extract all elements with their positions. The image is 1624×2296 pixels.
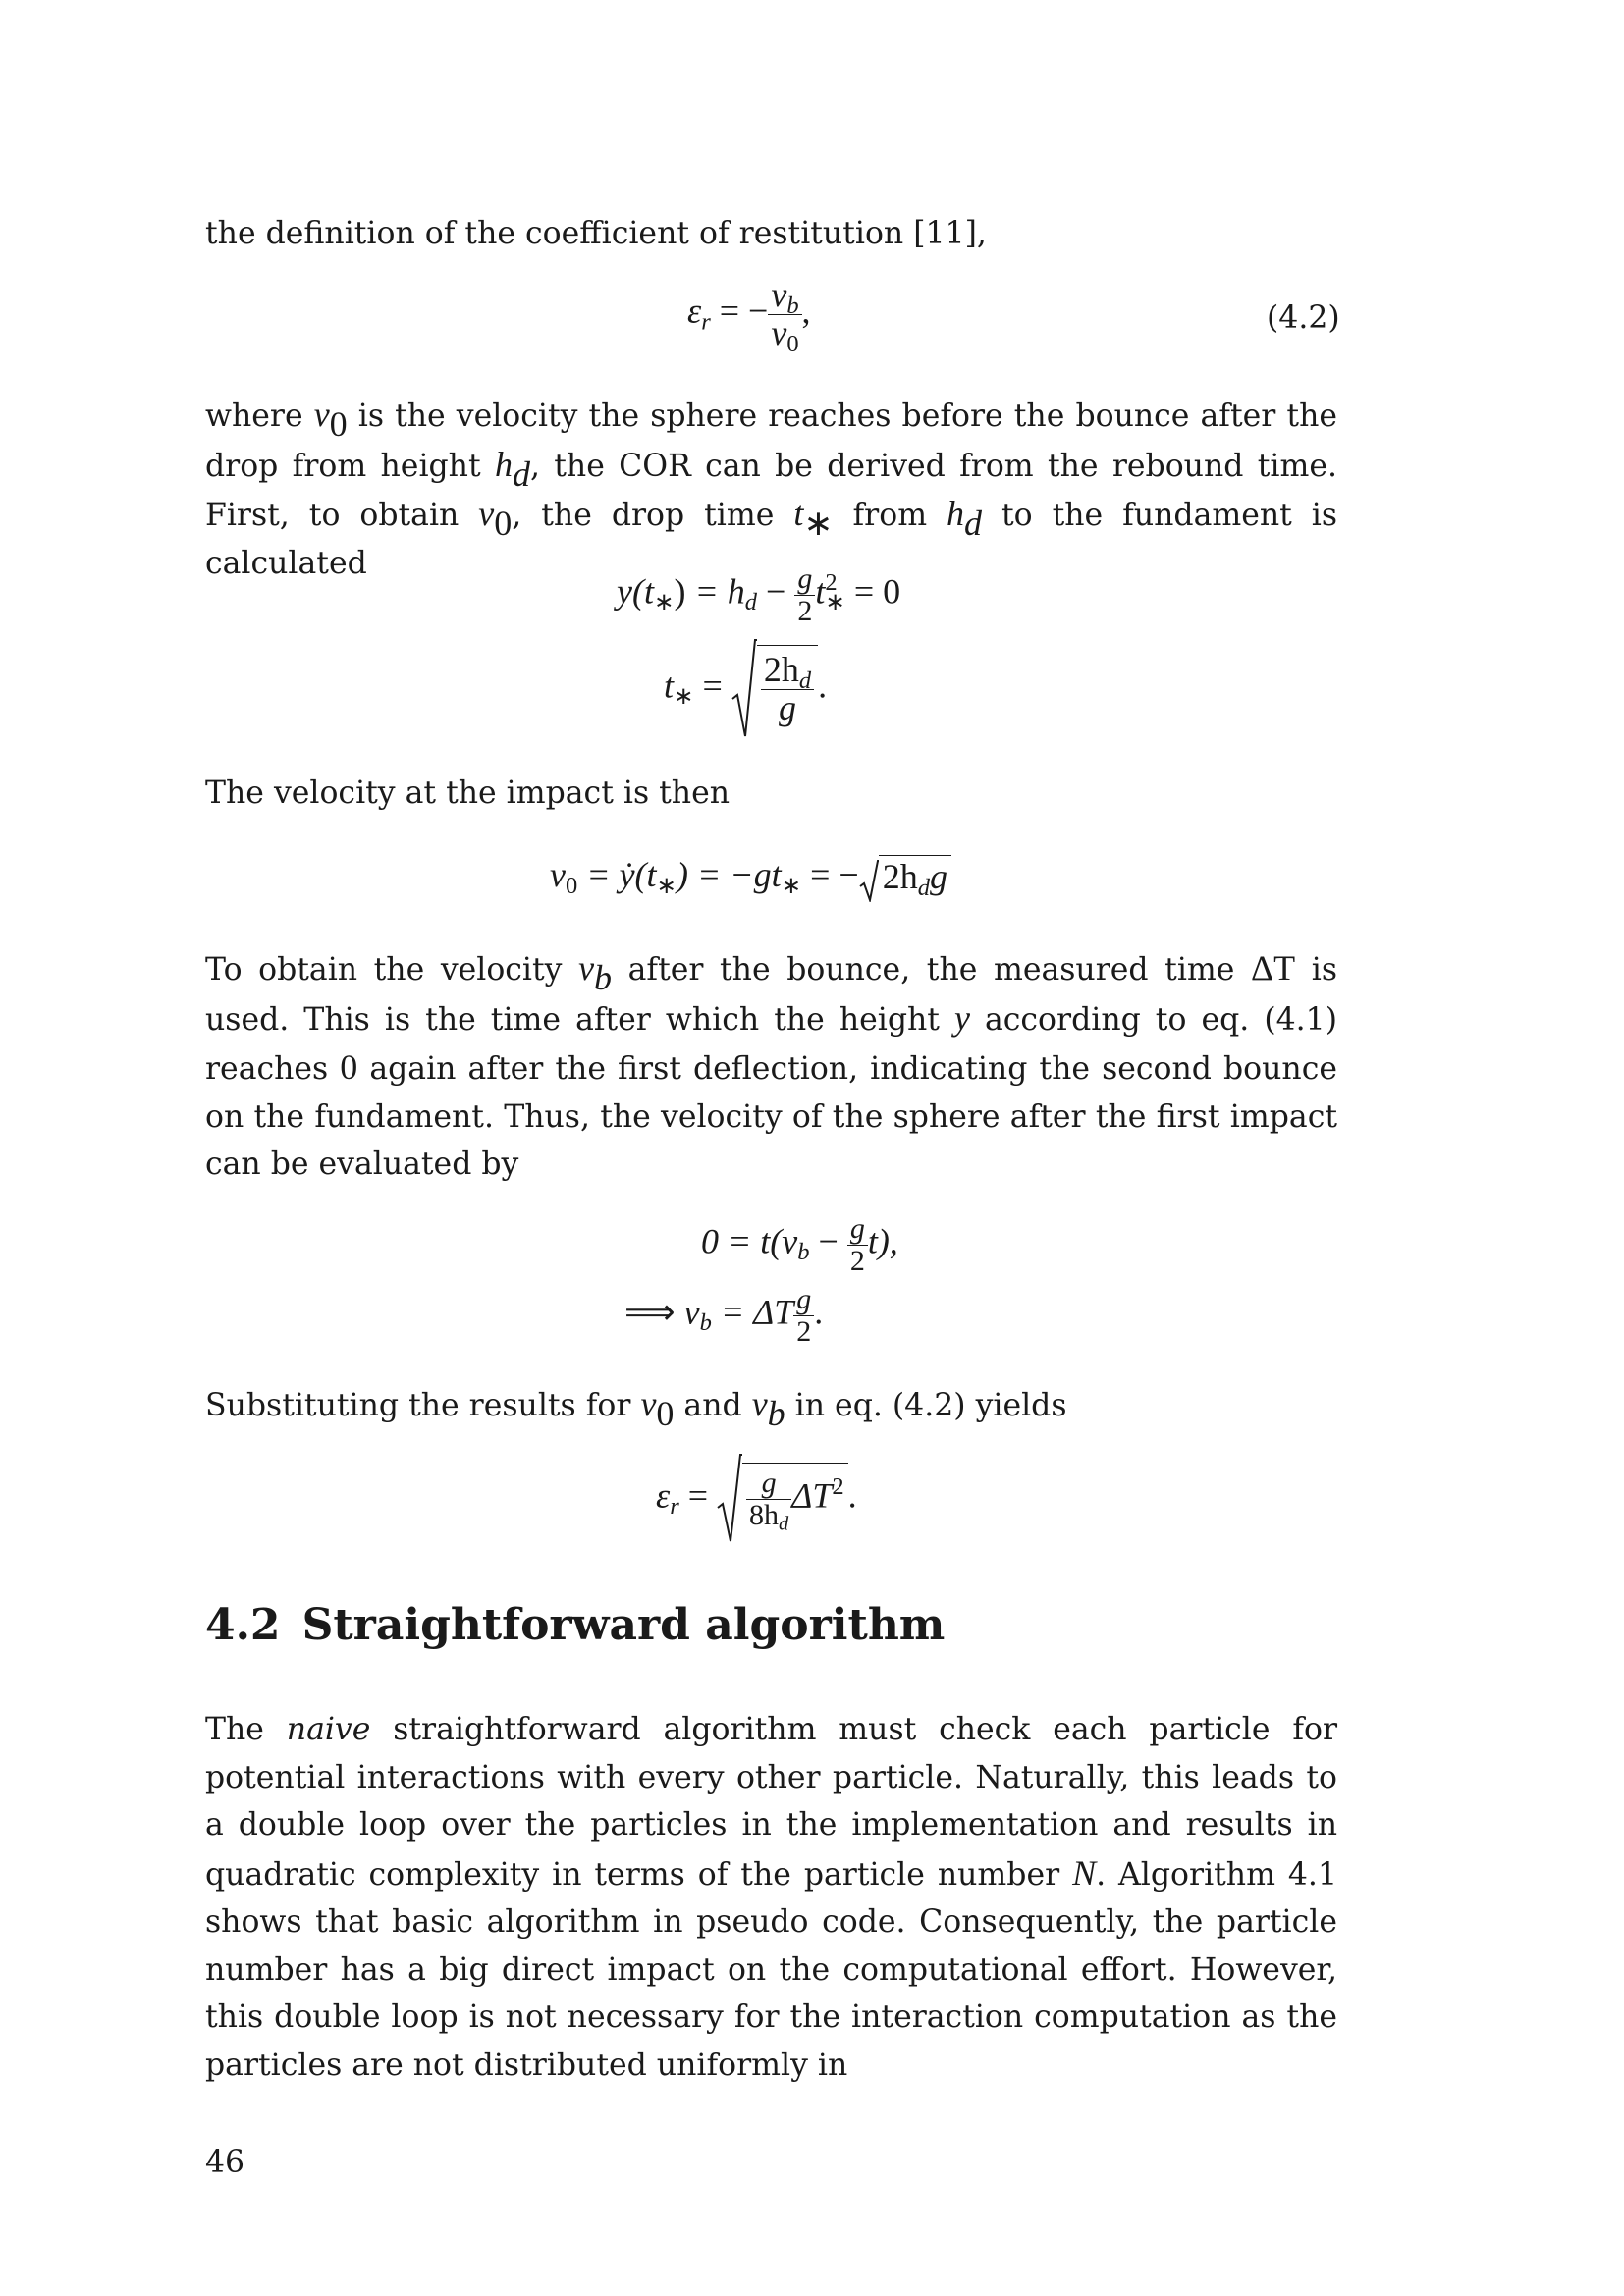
page-number: 46 — [205, 2145, 245, 2180]
sqrt-sign-icon — [731, 638, 757, 740]
paragraph-cor-definition: the definition of the coefficient of restitution [11], — [205, 216, 987, 251]
equation-rebound-condition: $0 = t(v_b$ − $\frac{g}{2}$ t), — [701, 1212, 898, 1277]
sqrt-sign-icon — [717, 1453, 742, 1545]
paragraph-substitution: Substituting the results for $v_0$ and $v_b$ in eq. (4.2) yields — [205, 1384, 1067, 1434]
equation-4-2: $\varepsilon_r$ = − $\frac{v_b}{v_0}$ , — [687, 275, 811, 357]
sqrt-sign-icon — [859, 859, 879, 902]
paragraph-rebound-velocity: To obtain the velocity $v_b$ after the bounce, the measured time ΔT is used. This is the time after which the height y according to eq. (4.1) reaches 0 again after the first deflection, indicating the second bounce on the fundament. Thus, the velocity of the sphere after the first impact can be evaluated by — [205, 948, 1337, 1182]
paragraph-impact-velocity: The velocity at the impact is then — [205, 775, 730, 811]
equation-drop-height: $y(t_∗) = h_d$ − $\frac{g}{2}$ $t^2_∗ = 0$ — [617, 562, 901, 627]
equation-drop-time: $t_∗$ = $\frac{2h_d}{g}$ . — [664, 638, 827, 740]
section-heading: 4.2 Straightforward algorithm — [205, 1600, 946, 1650]
paragraph-straightforward-algorithm: The naive straightforward algorithm must check each particle for potential interactions with every other particle. Naturally, this leads to a double loop over the particles in the implementation and results in quadratic complexity in terms of the particle number N. Algorithm 4.1 shows that basic algorithm in pseudo code. Consequently, the particle number has a big direct impact on the computational effort. However, this double loop is not necessary for the interaction computation as the particles are not distributed uniformly in — [205, 1712, 1338, 2083]
equation-rebound-velocity: ⟹ $v_b = \Delta T$ $\frac{g}{2}$ . — [624, 1283, 824, 1348]
equation-number-4-2: (4.2) — [1267, 300, 1340, 336]
paragraph-velocity-derivation: where $v_0$ is the velocity the sphere reaches before the bounce after the drop from height $h_d$, the COR can be derived from the rebound time. First, to obtain $v_0$, the drop time $t_∗$ from $h_d$ to the fundament is calculated — [205, 395, 1338, 581]
equation-impact-velocity: $v_0$ = $ẏ(t_∗) = -gt_∗$ = − $2h_dg$ — [550, 854, 951, 902]
equation-cor-result: $\varepsilon_r$ = $\frac{g}{8h_d}$ $\Delta T^2$ . — [656, 1453, 857, 1545]
